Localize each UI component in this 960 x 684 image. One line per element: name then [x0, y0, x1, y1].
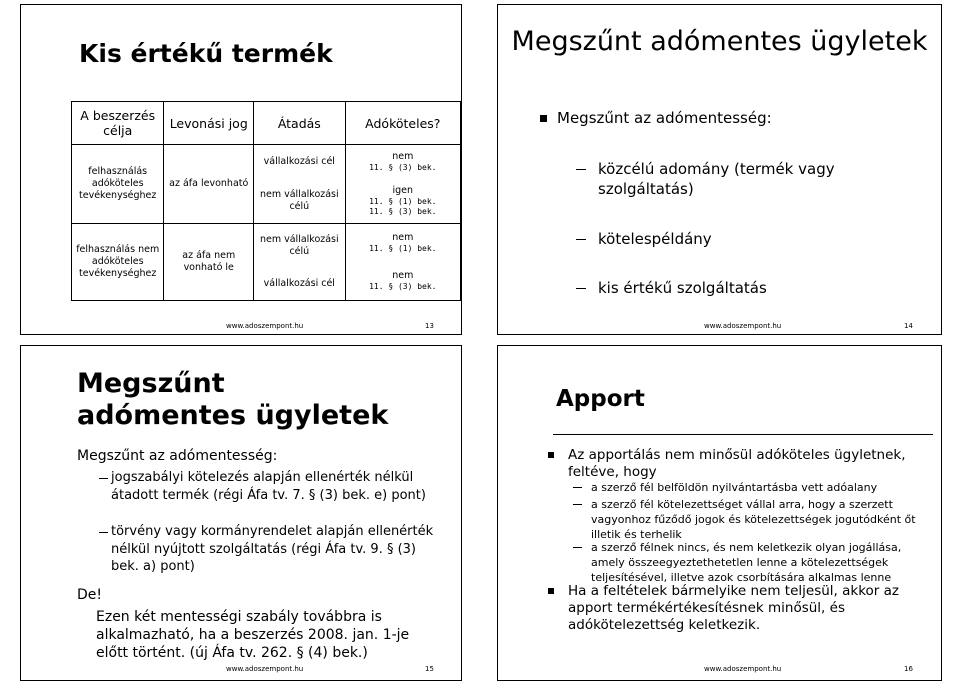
- header-levonasi-jog: Levonási jog: [164, 102, 254, 145]
- slide-14: [497, 4, 942, 335]
- de-label: De!: [77, 587, 103, 603]
- dash-icon: [99, 532, 108, 533]
- list-item-text: jogszabályi kötelezés alapján ellenérték nélkül átadott termék (régi Áfa tv. 7. § (3) bek. e) pont): [111, 470, 426, 503]
- table-row: [72, 145, 461, 224]
- dash-icon: [576, 288, 586, 289]
- list-item: [573, 497, 926, 542]
- bullet-item: [548, 447, 918, 481]
- slide-15: [20, 345, 462, 681]
- list-item: [573, 480, 926, 495]
- list-item-text: kötelespéldány: [598, 230, 712, 248]
- dash-icon: [573, 487, 582, 488]
- intro-text: Megszűnt az adómentesség:: [77, 448, 278, 464]
- cell-atadas: [254, 224, 346, 301]
- list-item-text: kis értékű szolgáltatás: [598, 279, 767, 297]
- list-item: [99, 469, 441, 504]
- cell-levonas: az áfa nem vonható le: [164, 224, 254, 301]
- dash-icon: [573, 504, 582, 505]
- list-item: [573, 540, 926, 585]
- legal-reference: 11. § (1) bek.: [369, 244, 437, 253]
- list-item-text: a szerző félnek nincs, és nem keletkezik olyan jogállása, amely összeegyeztethetetlen lenne a kötelezettségek teljesítésével, illetve azok csorbítására alkalmas lenne: [591, 541, 902, 584]
- slide-title: Megszűnt adómentes ügyletek: [77, 368, 389, 431]
- table-header-row: [72, 102, 461, 145]
- title-divider: [553, 434, 933, 435]
- legal-reference: 11. § (3) bek.: [369, 207, 437, 216]
- footer-url: www.adoszempont.hu: [704, 665, 782, 673]
- atadas-option: nem vállalkozási célú: [259, 234, 339, 257]
- closing-text: Ezen két mentességi szabály továbbra is alkalmazható, ha a beszerzés 2008. jan. 1-je előtt történt. (új Áfa tv. 262. § (4) bek.): [96, 609, 410, 661]
- dash-icon: [576, 169, 586, 170]
- dash-icon: [576, 239, 586, 240]
- square-bullet-icon: [548, 588, 554, 594]
- footer-url: www.adoszempont.hu: [226, 665, 304, 673]
- square-bullet-icon: [540, 115, 547, 122]
- list-item: [576, 229, 898, 249]
- cell-adokoteles: [345, 224, 460, 301]
- atadas-option: nem vállalkozási célú: [259, 188, 339, 212]
- header-adokoteles: Adóköteles?: [345, 102, 460, 145]
- list-item: [576, 278, 898, 298]
- header-cel: A beszerzés célja: [72, 102, 164, 145]
- list-item-text: közcélú adomány (termék vagy szolgáltatás): [598, 160, 835, 198]
- slide-13: [20, 4, 462, 335]
- cell-adokoteles: [345, 145, 460, 224]
- list-item: [99, 523, 441, 576]
- atadas-option: vállalkozási cél: [263, 278, 335, 289]
- list-item-text: a szerző fél belföldön nyilvántartásba vett adóalany: [591, 481, 878, 494]
- legal-reference: 11. § (3) bek.: [369, 282, 437, 291]
- cell-atadas: [254, 145, 346, 224]
- slide-title: Megszűnt adómentes ügyletek: [511, 26, 928, 57]
- cell-cel: felhasználás nem adóköteles tevékenységhez: [72, 224, 164, 301]
- cell-levonas: az áfa levonható: [164, 145, 254, 224]
- list-item-text: a szerző fél kötelezettséget vállal arra, hogy a szerzett vagyonhoz fűződő jogok és kötelezettségek jogutódként őt illetik és terhelik: [591, 498, 916, 541]
- bullet-text: Az apportálás nem minősül adóköteles ügyletnek, feltéve, hogy: [568, 447, 906, 480]
- square-bullet-icon: [548, 452, 554, 458]
- header-atadas: Átadás: [254, 102, 346, 145]
- atadas-option: vállalkozási cél: [263, 155, 335, 167]
- bullet-text: Ha a feltételek bármelyike nem teljesül, akkor az apport termékértékesítésnek minősül, és adókötelezettség keletkezik.: [568, 583, 900, 633]
- page-number: 14: [904, 322, 913, 330]
- list-item: [576, 159, 898, 199]
- table-row: [72, 224, 461, 301]
- adokoteles-answer: nem: [392, 151, 414, 162]
- bullet-item: [540, 109, 772, 127]
- adokoteles-answer: nem: [392, 270, 414, 281]
- footer-url: www.adoszempont.hu: [704, 322, 782, 330]
- legal-reference: 11. § (3) bek.: [369, 163, 437, 172]
- bullet-text: Megszűnt az adómentesség:: [557, 109, 772, 127]
- kis-erteku-table: [71, 101, 461, 301]
- adokoteles-answer: igen: [392, 185, 414, 196]
- slide-16: [497, 345, 942, 681]
- cell-cel: felhasználás adóköteles tevékenységhez: [72, 145, 164, 224]
- dash-icon: [99, 478, 108, 479]
- legal-reference: 11. § (1) bek.: [369, 197, 437, 206]
- list-item-text: törvény vagy kormányrendelet alapján ellenérték nélkül nyújtott szolgáltatás (régi Áfa tv. 9. § (3) bek. a) pont): [111, 524, 434, 574]
- footer-url: www.adoszempont.hu: [226, 322, 304, 330]
- page-number: 13: [425, 322, 434, 330]
- page-number: 16: [904, 665, 913, 673]
- page-number: 15: [425, 665, 434, 673]
- dash-icon: [573, 547, 582, 548]
- slide-title: Apport: [556, 386, 645, 412]
- adokoteles-answer: nem: [392, 232, 414, 243]
- bullet-item: [548, 583, 918, 634]
- slide-title: Kis értékű termék: [79, 39, 333, 68]
